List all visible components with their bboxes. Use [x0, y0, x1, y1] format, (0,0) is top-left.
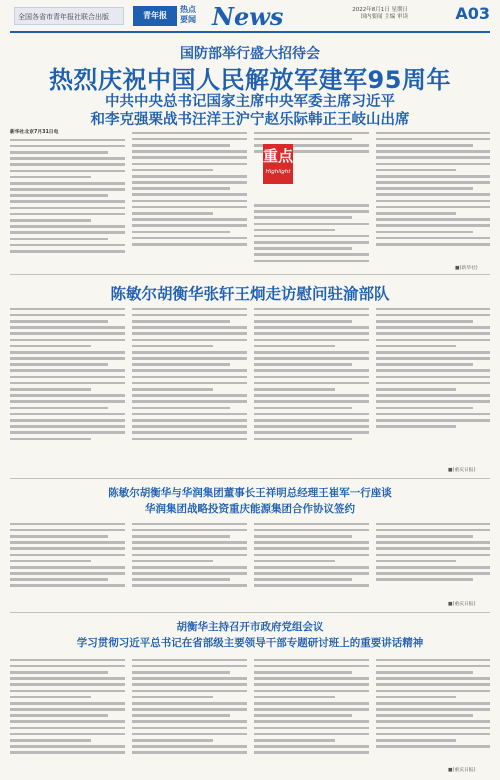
issue-editors: 国内要闻 主编 审读 [360, 14, 408, 20]
edition-info: 全国各省市青年报社联合出版 [14, 7, 124, 25]
story4-signoff: ■(重庆日报) [448, 768, 476, 773]
section-label-line2: 要闻 [180, 15, 196, 24]
masthead-rule [10, 31, 490, 33]
section-label [180, 5, 196, 25]
story4-kicker: 胡衡华主持召开市政府党组会议 [176, 621, 324, 633]
story2-column-4 [376, 304, 490, 462]
story1-column-4 [376, 128, 490, 266]
story2-headline: 陈敏尔胡衡华张轩王炯走访慰问驻渝部队 [110, 285, 390, 303]
story3-column-2 [132, 519, 247, 607]
story1-subhead-1: 中共中央总书记国家主席中央军委主席习近平 [105, 94, 395, 110]
story2-signoff: ■(重庆日报) [448, 468, 476, 473]
section-label-line1: 热点 [180, 5, 196, 14]
story3-column-1 [10, 519, 125, 607]
story1-signoff: ■(新华社) [455, 266, 478, 271]
story1-column-2 [132, 128, 247, 266]
story4-column-3 [254, 655, 369, 773]
story4-column-2 [132, 655, 247, 773]
issue-meta [352, 7, 408, 21]
story3-column-4 [376, 519, 490, 599]
masthead [0, 0, 500, 34]
story3-signoff: ■(重庆日报) [448, 602, 476, 607]
brand-logo: 青年报 [133, 6, 177, 26]
story1-subhead-2: 和李克强栗战书汪洋王沪宁赵乐际韩正王岐山出席 [90, 112, 410, 128]
highlight-badge-latin: Highlight [265, 169, 291, 175]
story4-column-1 [10, 655, 125, 773]
divider-2 [10, 478, 490, 479]
story3-column-3 [254, 519, 369, 607]
story3-headline: 陈敏尔胡衡华与华润集团董事长王祥明总经理王崔军一行座谈 [108, 487, 392, 499]
story4-headline: 学习贯彻习近平总书记在省部级主要领导干部专题研讨班上的重要讲话精神 [76, 637, 424, 649]
story1-headline: 热烈庆祝中国人民解放军建军95周年 [49, 66, 451, 94]
story1-lead: 新华社北京7月31日电 [10, 130, 59, 135]
highlight-badge [263, 144, 293, 184]
story3-subhead: 华润集团战略投资重庆能源集团合作协议签约 [145, 503, 355, 515]
section-title-news: News [212, 2, 284, 31]
story1-kicker: 国防部举行盛大招待会 [180, 46, 320, 62]
story2-column-1 [10, 304, 125, 472]
page-number: A03 [455, 4, 490, 23]
story1-column-1 [10, 128, 125, 266]
divider-3 [10, 612, 490, 613]
highlight-badge-text: 重点 [263, 147, 294, 165]
story4-column-4 [376, 655, 490, 765]
story2-column-2 [132, 304, 247, 472]
issue-date: 2022年8月1日 星期日 [352, 7, 408, 13]
divider-1 [10, 274, 490, 275]
story2-column-3 [254, 304, 369, 472]
